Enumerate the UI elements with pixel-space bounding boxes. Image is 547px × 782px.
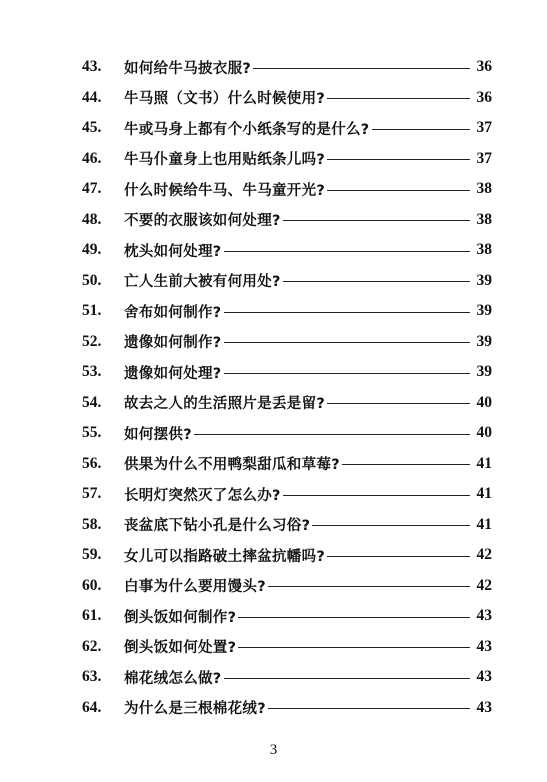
toc-entry: [82, 693, 492, 724]
toc-entry-page: 36: [476, 58, 492, 76]
toc-leader-line: [327, 403, 470, 404]
toc-entry: [82, 418, 492, 449]
toc-entry-title: 遗像如何制作?: [124, 335, 222, 352]
toc-entry-title: 亡人生前大被有何用处?: [124, 274, 281, 291]
toc-leader-line: [253, 68, 470, 69]
toc-entry-number: 54.: [82, 393, 102, 411]
toc-leader-line: [224, 342, 470, 343]
toc-entry-title: 牛马照（文书）什么时候使用?: [124, 91, 326, 108]
toc-entry-number: 50.: [82, 271, 102, 289]
toc-entry-page: 40: [476, 424, 492, 442]
toc-entry-number: 59.: [82, 546, 102, 564]
toc-entry-title: 枕头如何处理?: [124, 243, 222, 260]
toc-entry-title: 棉花绒怎么做?: [124, 670, 222, 687]
toc-entry-number: 63.: [82, 668, 102, 686]
toc-entry-page: 42: [476, 576, 492, 594]
toc-entry-page: 38: [476, 210, 492, 228]
toc-entry: [82, 83, 492, 114]
toc-entry-number: 51.: [82, 302, 102, 320]
toc-entry-page: 39: [476, 271, 492, 289]
toc-entry-title: 丧盆底下钻小孔是什么习俗?: [124, 518, 311, 535]
toc-entry: [82, 113, 492, 144]
toc-leader-line: [342, 464, 470, 465]
toc-entry-title: 长明灯突然灭了怎么办?: [124, 487, 281, 504]
toc-entry: [82, 632, 492, 663]
toc-entry-number: 45.: [82, 119, 102, 137]
toc-entry: [82, 601, 492, 632]
toc-entry-title: 供果为什么不用鸭梨甜瓜和草莓?: [124, 457, 340, 474]
toc-entry-page: 43: [476, 698, 492, 716]
toc-leader-line: [283, 495, 470, 496]
toc-leader-line: [224, 312, 470, 313]
toc-leader-line: [327, 556, 470, 557]
toc-entry-page: 42: [476, 546, 492, 564]
toc-leader-line: [312, 525, 470, 526]
toc-entry: [82, 388, 492, 419]
toc-entry-number: 43.: [82, 58, 102, 76]
toc-entry: [82, 357, 492, 388]
toc-entry: [82, 662, 492, 693]
toc-entry-number: 56.: [82, 454, 102, 472]
toc-leader-line: [327, 159, 470, 160]
toc-leader-line: [268, 586, 470, 587]
toc-entry-number: 61.: [82, 607, 102, 625]
toc-entry-number: 53.: [82, 363, 102, 381]
toc-entry: [82, 540, 492, 571]
toc-entry-title: 倒头饭如何制作?: [124, 609, 237, 626]
toc-entry: [82, 327, 492, 358]
toc-entry-title: 什么时候给牛马、牛马童开光?: [124, 182, 326, 199]
toc-entry-number: 49.: [82, 241, 102, 259]
toc-entry-number: 60.: [82, 576, 102, 594]
toc-entry: [82, 479, 492, 510]
toc-entry: [82, 296, 492, 327]
toc-leader-line: [238, 647, 470, 648]
toc-entry: [82, 174, 492, 205]
toc-entry-title: 故去之人的生活照片是丢是留?: [124, 396, 326, 413]
toc-entry-title: 女儿可以指路破土摔盆抗幡吗?: [124, 548, 326, 565]
toc-entry-page: 36: [476, 88, 492, 106]
toc-entry-title: 不要的衣服该如何处理?: [124, 213, 281, 230]
toc-entry-number: 52.: [82, 332, 102, 350]
toc-leader-line: [224, 678, 470, 679]
toc-entry-page: 37: [476, 119, 492, 137]
toc-leader-line: [327, 190, 470, 191]
toc-entry: [82, 235, 492, 266]
toc-leader-line: [372, 129, 470, 130]
toc-entry-page: 39: [476, 363, 492, 381]
toc-entry: [82, 449, 492, 480]
toc-entry-number: 62.: [82, 637, 102, 655]
toc-entry-page: 41: [476, 515, 492, 533]
toc-entry-page: 37: [476, 149, 492, 167]
toc-entry: [82, 52, 492, 83]
toc-entry: [82, 571, 492, 602]
toc-entry: [82, 144, 492, 175]
toc-leader-line: [238, 617, 470, 618]
toc-entry-title: 舍布如何制作?: [124, 304, 222, 321]
toc-entry-page: 43: [476, 607, 492, 625]
toc-entry: [82, 205, 492, 236]
toc-entry: [82, 510, 492, 541]
toc-leader-line: [268, 708, 470, 709]
toc-leader-line: [283, 281, 470, 282]
toc-entry-number: 46.: [82, 149, 102, 167]
toc-leader-line: [194, 434, 470, 435]
toc-entry-page: 40: [476, 393, 492, 411]
toc-entry-page: 39: [476, 302, 492, 320]
toc-entry-page: 38: [476, 241, 492, 259]
toc-entry-number: 47.: [82, 180, 102, 198]
toc-entry-number: 55.: [82, 424, 102, 442]
toc-entry-number: 57.: [82, 485, 102, 503]
table-of-contents: [82, 52, 492, 723]
toc-entry-page: 41: [476, 454, 492, 472]
toc-entry-title: 为什么是三根棉花绒?: [124, 701, 266, 718]
toc-entry-title: 如何给牛马披衣服?: [124, 60, 252, 77]
toc-entry-page: 39: [476, 332, 492, 350]
toc-entry-title: 遗像如何处理?: [124, 365, 222, 382]
toc-entry-page: 38: [476, 180, 492, 198]
page-number: 3: [269, 742, 278, 758]
toc-entry: [82, 266, 492, 297]
toc-leader-line: [224, 251, 470, 252]
toc-entry-number: 44.: [82, 88, 102, 106]
toc-entry-title: 如何摆供?: [124, 426, 192, 443]
toc-leader-line: [327, 98, 470, 99]
toc-entry-title: 牛马仆童身上也用贴纸条儿吗?: [124, 152, 326, 169]
toc-leader-line: [224, 373, 470, 374]
toc-entry-title: 白事为什么要用馒头?: [124, 579, 266, 596]
toc-leader-line: [283, 220, 470, 221]
toc-entry-number: 48.: [82, 210, 102, 228]
toc-entry-number: 64.: [82, 698, 102, 716]
toc-entry-page: 43: [476, 668, 492, 686]
toc-entry-title: 倒头饭如何处置?: [124, 640, 237, 657]
toc-entry-page: 41: [476, 485, 492, 503]
toc-entry-title: 牛或马身上都有个小纸条写的是什么?: [124, 121, 370, 138]
toc-entry-number: 58.: [82, 515, 102, 533]
toc-entry-page: 43: [476, 637, 492, 655]
